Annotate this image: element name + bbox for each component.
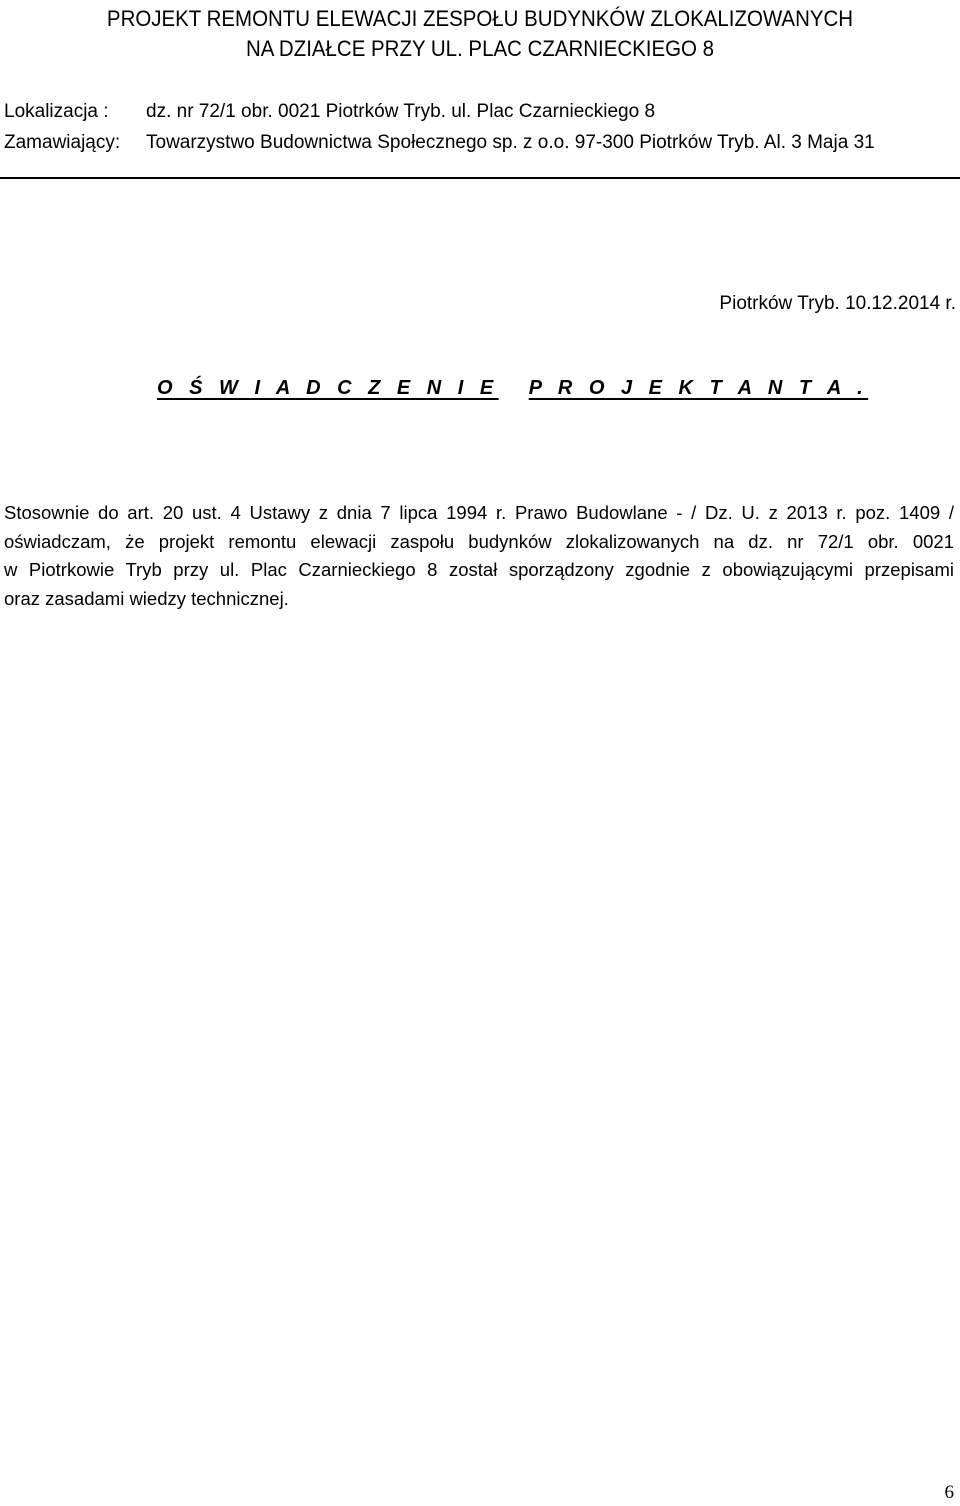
- title-line-1: PROJEKT REMONTU ELEWACJI ZESPOŁU BUDYNKÓW ZLOKALIZOWANYCH: [106, 6, 854, 31]
- body-line-2: oświadczam, że projekt remontu elewacji zaspołu budynków zlokalizowanych na dz. nr 72/1 obr. 0021: [4, 530, 954, 552]
- body-line-1: Stosownie do art. 20 ust. 4 Ustawy z dnia 7 lipca 1994 r. Prawo Budowlane - / Dz. U. z 2013 r. poz. 1409 /: [4, 502, 954, 523]
- statement-body: [4, 499, 954, 613]
- location-value: dz. nr 72/1 obr. 0021 Piotrków Tryb. ul. Plac Czarnieckiego 8: [146, 101, 656, 122]
- statement-heading: [157, 375, 868, 401]
- location-row: [4, 96, 875, 127]
- place-and-date: Piotrków Tryb. 10.12.2014 r.: [719, 293, 956, 314]
- location-label: Lokalizacja :: [4, 101, 109, 122]
- header-divider: [0, 177, 960, 179]
- body-line-3: w Piotrkowie Tryb przy ul. Plac Czarnieckiego 8 został sporządzony zgodnie z obowiązującymi przepisami: [4, 559, 954, 580]
- heading-word-statement: O Ś W I A D C Z E N I E: [157, 377, 499, 399]
- client-label: Zamawiający:: [4, 132, 121, 153]
- title-line-2: NA DZIAŁCE PRZY UL. PLAC CZARNIECKIEGO 8: [245, 36, 715, 61]
- document-title: [34, 4, 927, 64]
- page-number: 6: [944, 1482, 954, 1503]
- heading-word-designer: P R O J E K T A N T A .: [528, 377, 869, 399]
- client-row: [4, 127, 875, 158]
- project-metadata: [4, 96, 875, 158]
- body-line-4: oraz zasadami wiedzy technicznej.: [4, 587, 289, 609]
- client-value: Towarzystwo Budownictwa Społecznego sp. z o.o. 97-300 Piotrków Tryb. Al. 3 Maja 31: [146, 132, 875, 153]
